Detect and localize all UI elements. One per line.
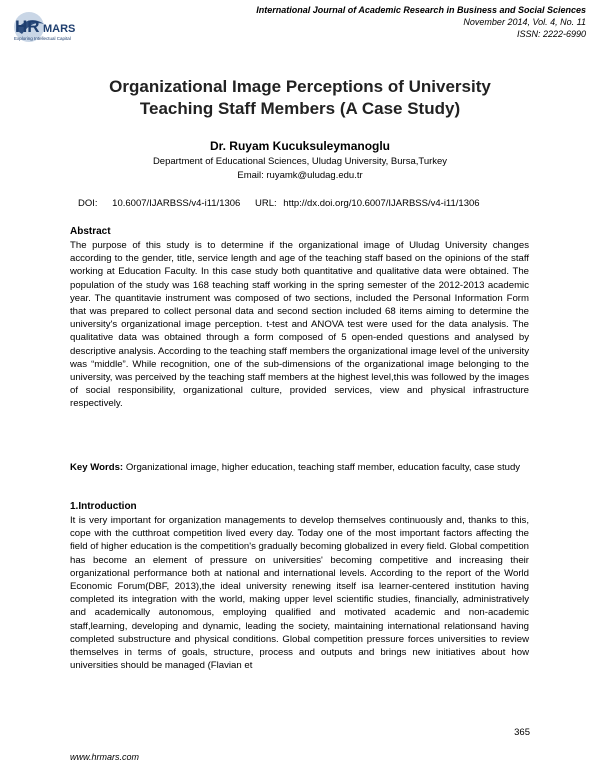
hrmars-logo-mark	[10, 8, 110, 44]
abstract-text: The purpose of this study is to determine if the organizational image of Uludag University changes according to the gender, title, service length and age of the teaching staff based on the opinions of the staff working at Education Faculty. In this case study both quantitative and qualitative data were obtained. The population of the study was 168 teaching staff working in the spring semester of the 2012-2013 academic year. The quantitavie instrument was composed of two sections, included the Personal Information Form that was prepared to collect personal data and second section included 68 items aiming to determine the university's organizational image perception. t-test and ANOVA test were used for the data analysis. The qualitative data was obtained through a form composed of 5 open-ended questions and analysed by descriptive analysis. According to the teaching staff members the organizational image level of the university was “middle”. While recognition, one of the sub-dimensions of the organizational image belonging to the university, was perceived by the teaching staff members at the highest level,this was followed by the images of social responsibility, organizational culture, provided services, view and physical infrastructure respectively.	[70, 240, 529, 410]
introduction-heading: 1.Introduction	[70, 501, 137, 512]
keywords-label: Key Words:	[70, 462, 124, 473]
journal-issue: November 2014, Vol. 4, No. 11	[463, 17, 586, 27]
paper-title-line-2: Teaching Staff Members (A Case Study)	[139, 99, 461, 118]
keywords	[70, 461, 529, 474]
url-link[interactable]: http://dx.doi.org/10.6007/IJARBSS/v4-i11/1306	[283, 198, 480, 209]
author-name: Dr. Ruyam Kucuksuleymanoglu	[209, 139, 391, 153]
page-number: 365	[514, 727, 530, 738]
author-email: Email: ruyamk@uludag.edu.tr	[237, 170, 363, 181]
hrmars-logo	[10, 8, 110, 44]
introduction-text: It is very important for organization managements to develop themselves continuously and, thanks to this, cope with the cutthroat competition lived every day. Today one of the most important factors affecting the field of higher education is the competition's gradually becoming globalized in every field. Global competition has become an element of pressure on universities' becoming competitive and increasing their organizational performance both at national and international levels. According to the report of the World Economic Forum(DBF, 2013),the ideal university renewing itself isa learner-centered institution having completed its integration with the world, making upper level scientific studies, financially, administratively and academically autonomous, employing qualified and motivated academic and non-academic staff,learning, developing and dynamic, leading the society, maintaining international relationsand having completed substructure and physical conditions. Global competition pressure forces universities to review themselves in terms of goals, structure, process and outputs and brings new initiatives about how universities should be managed (Flavian et	[70, 515, 529, 672]
paper-title-line-1: Organizational Image Perceptions of University	[109, 77, 491, 96]
doi-value: 10.6007/IJARBSS/v4-i11/1306	[112, 198, 241, 209]
author-affiliation	[0, 155, 600, 183]
paper-title	[40, 76, 560, 120]
doi-label: DOI:	[78, 198, 98, 209]
svg-text:Exploring Intellectual Capital: Exploring Intellectual Capital	[14, 36, 71, 41]
footer-website[interactable]: www.hrmars.com	[70, 752, 140, 762]
keywords-text: Organizational image, higher education, teaching staff member, education faculty, case study	[125, 462, 521, 473]
journal-name: International Journal of Academic Research in Business and Social Sciences	[256, 5, 586, 15]
svg-text:HR: HR	[15, 17, 40, 36]
url-label: URL:	[254, 198, 277, 209]
affiliation-text: Department of Educational Sciences, Uludag University, Bursa,Turkey	[152, 156, 448, 167]
doi-line	[78, 198, 492, 209]
abstract-heading: Abstract	[70, 226, 111, 237]
journal-info	[256, 4, 586, 40]
svg-text:MARS: MARS	[43, 23, 76, 35]
journal-issn: ISSN: 2222-6990	[516, 29, 586, 39]
